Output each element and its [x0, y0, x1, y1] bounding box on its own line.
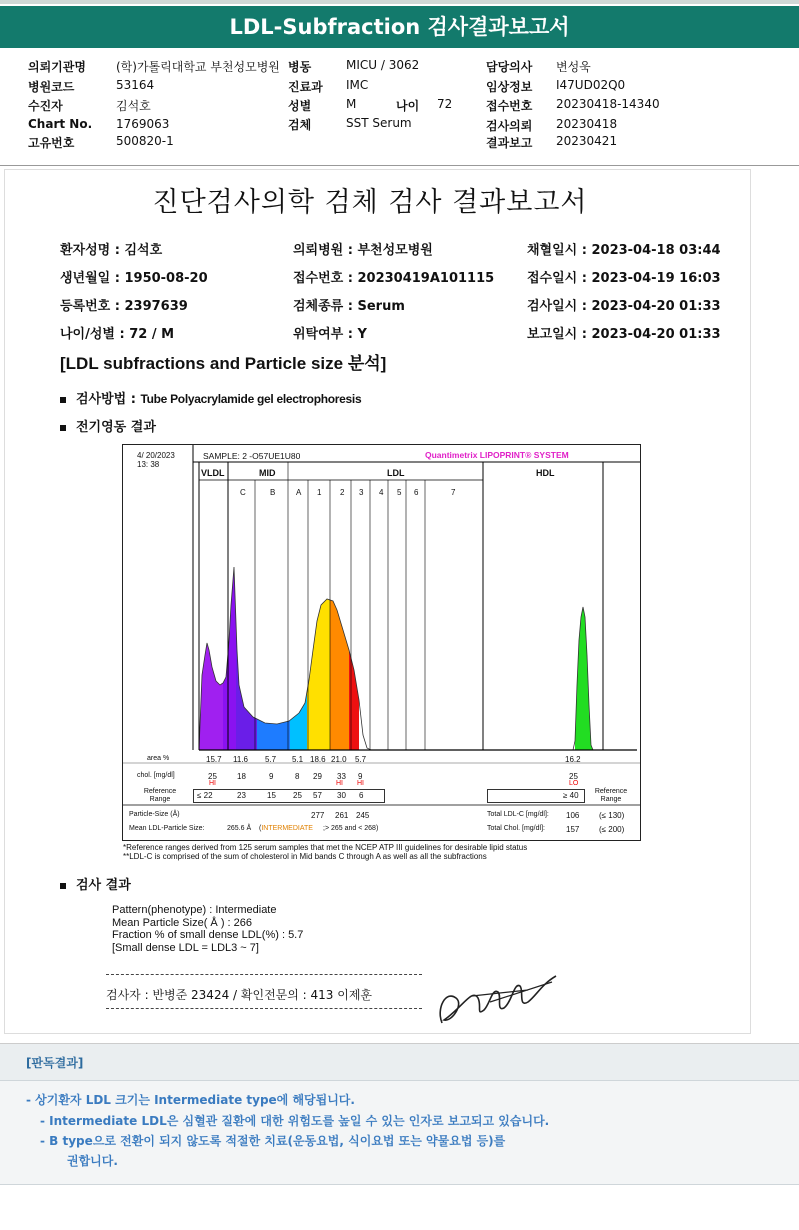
- signature-icon: [432, 968, 562, 1030]
- vldl-peak-area: [223, 567, 236, 750]
- ldl2-area: [330, 600, 349, 750]
- total-chol-label: Total Chol. [mg/dl]:: [487, 825, 545, 832]
- ref-value: 25: [293, 791, 302, 800]
- result-fraction: Fraction % of small dense LDL(%) : 5.7: [112, 929, 304, 941]
- bullet-icon: [60, 883, 66, 889]
- ldl1-area: [307, 599, 330, 750]
- interpretation-header: [0, 1043, 799, 1080]
- lipoprint-chart: [122, 444, 641, 841]
- method-label: 검사방법 :: [76, 392, 141, 407]
- chol-value: 9: [269, 772, 274, 781]
- group-label-hdl: HDL: [536, 468, 555, 478]
- flag-hi: HI: [357, 780, 364, 787]
- sample-id: SAMPLE: 2 -O57UE1U80: [203, 451, 301, 461]
- area-value: 16.2: [565, 755, 581, 764]
- request-date-value: 20230418: [556, 117, 618, 131]
- interpretation-line: - B type으로 전환이 되지 않도록 적절한 치료(운동요법, 식이요법 또는 약물요법 등)를: [40, 1134, 506, 1148]
- result-definition: [Small dense LDL = LDL3 ~ 7]: [112, 941, 259, 954]
- chart-date: 4/ 20/2023: [137, 451, 175, 460]
- row-label-ref: Reference Range: [143, 788, 177, 803]
- total-ldl-ref: (≤ 130): [599, 811, 625, 820]
- hospital-code-value: 53164: [116, 78, 155, 92]
- area-value: 5.1: [292, 755, 304, 764]
- band-label: 3: [359, 488, 364, 497]
- particle-size: 245: [356, 811, 370, 820]
- dashed-divider: [106, 974, 422, 975]
- group-label-vldl: VLDL: [201, 468, 225, 478]
- ref-value: ≤ 22: [197, 791, 213, 800]
- specimen-value: SST Serum: [346, 116, 412, 130]
- band-label: 4: [379, 488, 384, 497]
- flag-hi: HI: [336, 780, 343, 787]
- ref-value: 23: [237, 791, 246, 800]
- bullet-icon: [60, 397, 66, 403]
- ward-value: MICU / 3062: [346, 58, 420, 72]
- patient-info: 위탁여부 : Y: [293, 327, 367, 342]
- mean-size-range: ;> 265 and < 268): [323, 825, 379, 832]
- result-summary: [112, 904, 303, 954]
- chart-title: Quantimetrix LIPOPRINT® SYSTEM: [425, 450, 569, 460]
- interpretation-heading: [판독결과]: [26, 1056, 84, 1070]
- unique-no-value: 500820-1: [116, 134, 174, 148]
- band-label: 5: [397, 488, 402, 497]
- flag-lo: LO: [569, 780, 579, 787]
- ref-value: 6: [359, 791, 364, 800]
- patient-info: 의뢰병원 : 부천성모병원: [293, 243, 433, 258]
- band-label: 1: [317, 488, 322, 497]
- method-line: [60, 388, 361, 407]
- physician-label: 담당의사: [486, 60, 533, 74]
- area-value: 5.7: [355, 755, 367, 764]
- area-value: 21.0: [331, 755, 347, 764]
- patient-info: 나이/성별 : 72 / M: [60, 327, 175, 342]
- band-label: C: [240, 488, 246, 497]
- patient-info: 접수일시 : 2023-04-19 16:03: [527, 271, 721, 286]
- patient-name-label: 수진자: [28, 99, 63, 113]
- sex-label: 성별: [288, 99, 312, 113]
- patient-info: 검사일시 : 2023-04-20 01:33: [527, 299, 721, 314]
- patient-info: 보고일시 : 2023-04-20 01:33: [527, 327, 721, 342]
- interpretation-line: 권합니다.: [67, 1154, 118, 1168]
- row-label-area: area %: [147, 755, 170, 762]
- specimen-label: 검체: [288, 118, 312, 132]
- interpretation-body: [0, 1080, 799, 1185]
- clinical-info-label: 임상정보: [486, 80, 533, 94]
- patient-info: 접수번호 : 20230419A101115: [293, 271, 495, 286]
- row-label-chol: chol. [mg/dl]: [137, 772, 175, 779]
- total-chol-ref: (≤ 200): [599, 825, 625, 834]
- hospital-value: (학)가톨릭대학교 부천성모병원: [116, 60, 280, 74]
- total-ldl-value: 106: [566, 811, 580, 820]
- clinical-info-value: I47UD02Q0: [556, 78, 626, 92]
- mean-size-class: (INTERMEDIATE: [259, 825, 313, 832]
- receipt-no-value: 20230418-14340: [556, 97, 660, 111]
- chart-plot: [123, 445, 640, 840]
- ward-label: 병동: [288, 60, 312, 74]
- chol-value: 18: [237, 772, 246, 781]
- electro-line: [60, 416, 156, 435]
- result-pattern: Pattern(phenotype) : Intermediate: [112, 904, 277, 916]
- top-strip: [0, 0, 799, 4]
- age-value: 72: [437, 97, 453, 111]
- ref-range-box: [193, 789, 385, 803]
- area-value: 5.7: [265, 755, 277, 764]
- total-ldl-label: Total LDL-C [mg/dl]:: [487, 811, 549, 818]
- chol-value: 25: [208, 772, 217, 781]
- particle-size: 261: [335, 811, 349, 820]
- chol-value: 33: [337, 772, 346, 781]
- patient-info: 등록번호 : 2397639: [60, 299, 188, 314]
- section-heading: [LDL subfractions and Particle size 분석]: [60, 354, 387, 373]
- age-label: 나이: [396, 99, 420, 113]
- report-date-label: 결과보고: [486, 136, 533, 150]
- chart-no-label: Chart No.: [28, 117, 93, 131]
- particle-size-label: Particle-Size (Å): [129, 811, 180, 818]
- chart-no-value: 1769063: [116, 117, 170, 131]
- ref-value: 15: [267, 791, 276, 800]
- band-label: B: [270, 488, 276, 497]
- physician-value: 변성욱: [556, 60, 591, 74]
- dashed-divider: [106, 1008, 422, 1009]
- ref-value: ≥ 40: [563, 791, 579, 800]
- band-label: A: [296, 488, 302, 497]
- footnote: *Reference ranges derived from 125 serum samples that met the NCEP ATP III guidelines for desirable lipid status: [123, 843, 528, 852]
- flag-hi: HI: [209, 780, 216, 787]
- total-chol-value: 157: [566, 825, 580, 834]
- page-title: LDL-Subfraction 검사결과보고서: [0, 6, 799, 48]
- report-title: 진단검사의학 검체 검사 결과보고서: [152, 187, 588, 218]
- receipt-no-label: 접수번호: [486, 99, 533, 113]
- group-label-ldl: LDL: [387, 468, 405, 478]
- interpretation-line: - Intermediate LDL은 심혈관 질환에 대한 위험도를 높일 수 있는 인자로 보고되고 있습니다.: [40, 1114, 550, 1128]
- band-label: 6: [414, 488, 419, 497]
- result-mean-size: Mean Particle Size( Å ) : 266: [112, 916, 253, 929]
- electro-label: 전기영동 결과: [76, 420, 156, 435]
- patient-info: 검체종류 : Serum: [293, 299, 405, 314]
- hospital-code-label: 병원코드: [28, 80, 75, 94]
- area-value: 18.6: [310, 755, 326, 764]
- report-date-value: 20230421: [556, 134, 618, 148]
- ldl3-area: [349, 650, 359, 750]
- patient-name-value: 김석호: [116, 99, 151, 113]
- interpretation-line: - 상기환자 LDL 크기는 Intermediate type에 해당됩니다.: [26, 1093, 355, 1107]
- footnote: **LDL-C is comprised of the sum of cholesterol in Mid bands C through A as well as all the subfractions: [123, 852, 487, 861]
- ref-value: 30: [337, 791, 346, 800]
- bullet-icon: [60, 425, 66, 431]
- ref-value: 57: [313, 791, 322, 800]
- patient-info: 채혈일시 : 2023-04-18 03:44: [527, 243, 721, 258]
- mean-size-class-text: INTERMEDIATE: [261, 825, 313, 832]
- patient-info: 생년월일 : 1950-08-20: [60, 271, 208, 286]
- results-line: [60, 874, 131, 893]
- mean-size-value: 265.6 Å: [227, 825, 252, 832]
- area-value: 15.7: [206, 755, 222, 764]
- department-value: IMC: [346, 78, 369, 92]
- chart-time: 13: 38: [137, 460, 160, 469]
- chol-value: 29: [313, 772, 322, 781]
- area-value: 11.6: [233, 755, 248, 764]
- mean-size-label: Mean LDL-Particle Size:: [129, 825, 205, 832]
- hospital-label: 의뢰기관명: [28, 60, 86, 74]
- unique-no-label: 고유번호: [28, 136, 75, 150]
- row-label-ref-right: Reference Range: [594, 788, 628, 803]
- particle-size: 277: [311, 811, 325, 820]
- band-label: 2: [340, 488, 345, 497]
- department-label: 진료과: [288, 80, 323, 94]
- mid-a-area: [290, 692, 307, 751]
- chol-value: 9: [358, 772, 363, 781]
- method-value: Tube Polyacrylamide gel electrophoresis: [140, 392, 362, 406]
- chol-value: 8: [295, 772, 300, 781]
- examiner-line: 검사자 : 반병준 23424 / 확인전문의 : 413 이제훈: [106, 988, 373, 1002]
- request-date-label: 검사의뢰: [486, 119, 533, 133]
- patient-info: 환자성명 : 김석호: [60, 243, 163, 258]
- results-label: 검사 결과: [76, 878, 131, 893]
- group-label-mid: MID: [259, 468, 276, 478]
- divider: [0, 165, 799, 166]
- chol-value: 25: [569, 772, 578, 781]
- sex-value: M: [346, 97, 357, 111]
- band-label: 7: [451, 488, 456, 497]
